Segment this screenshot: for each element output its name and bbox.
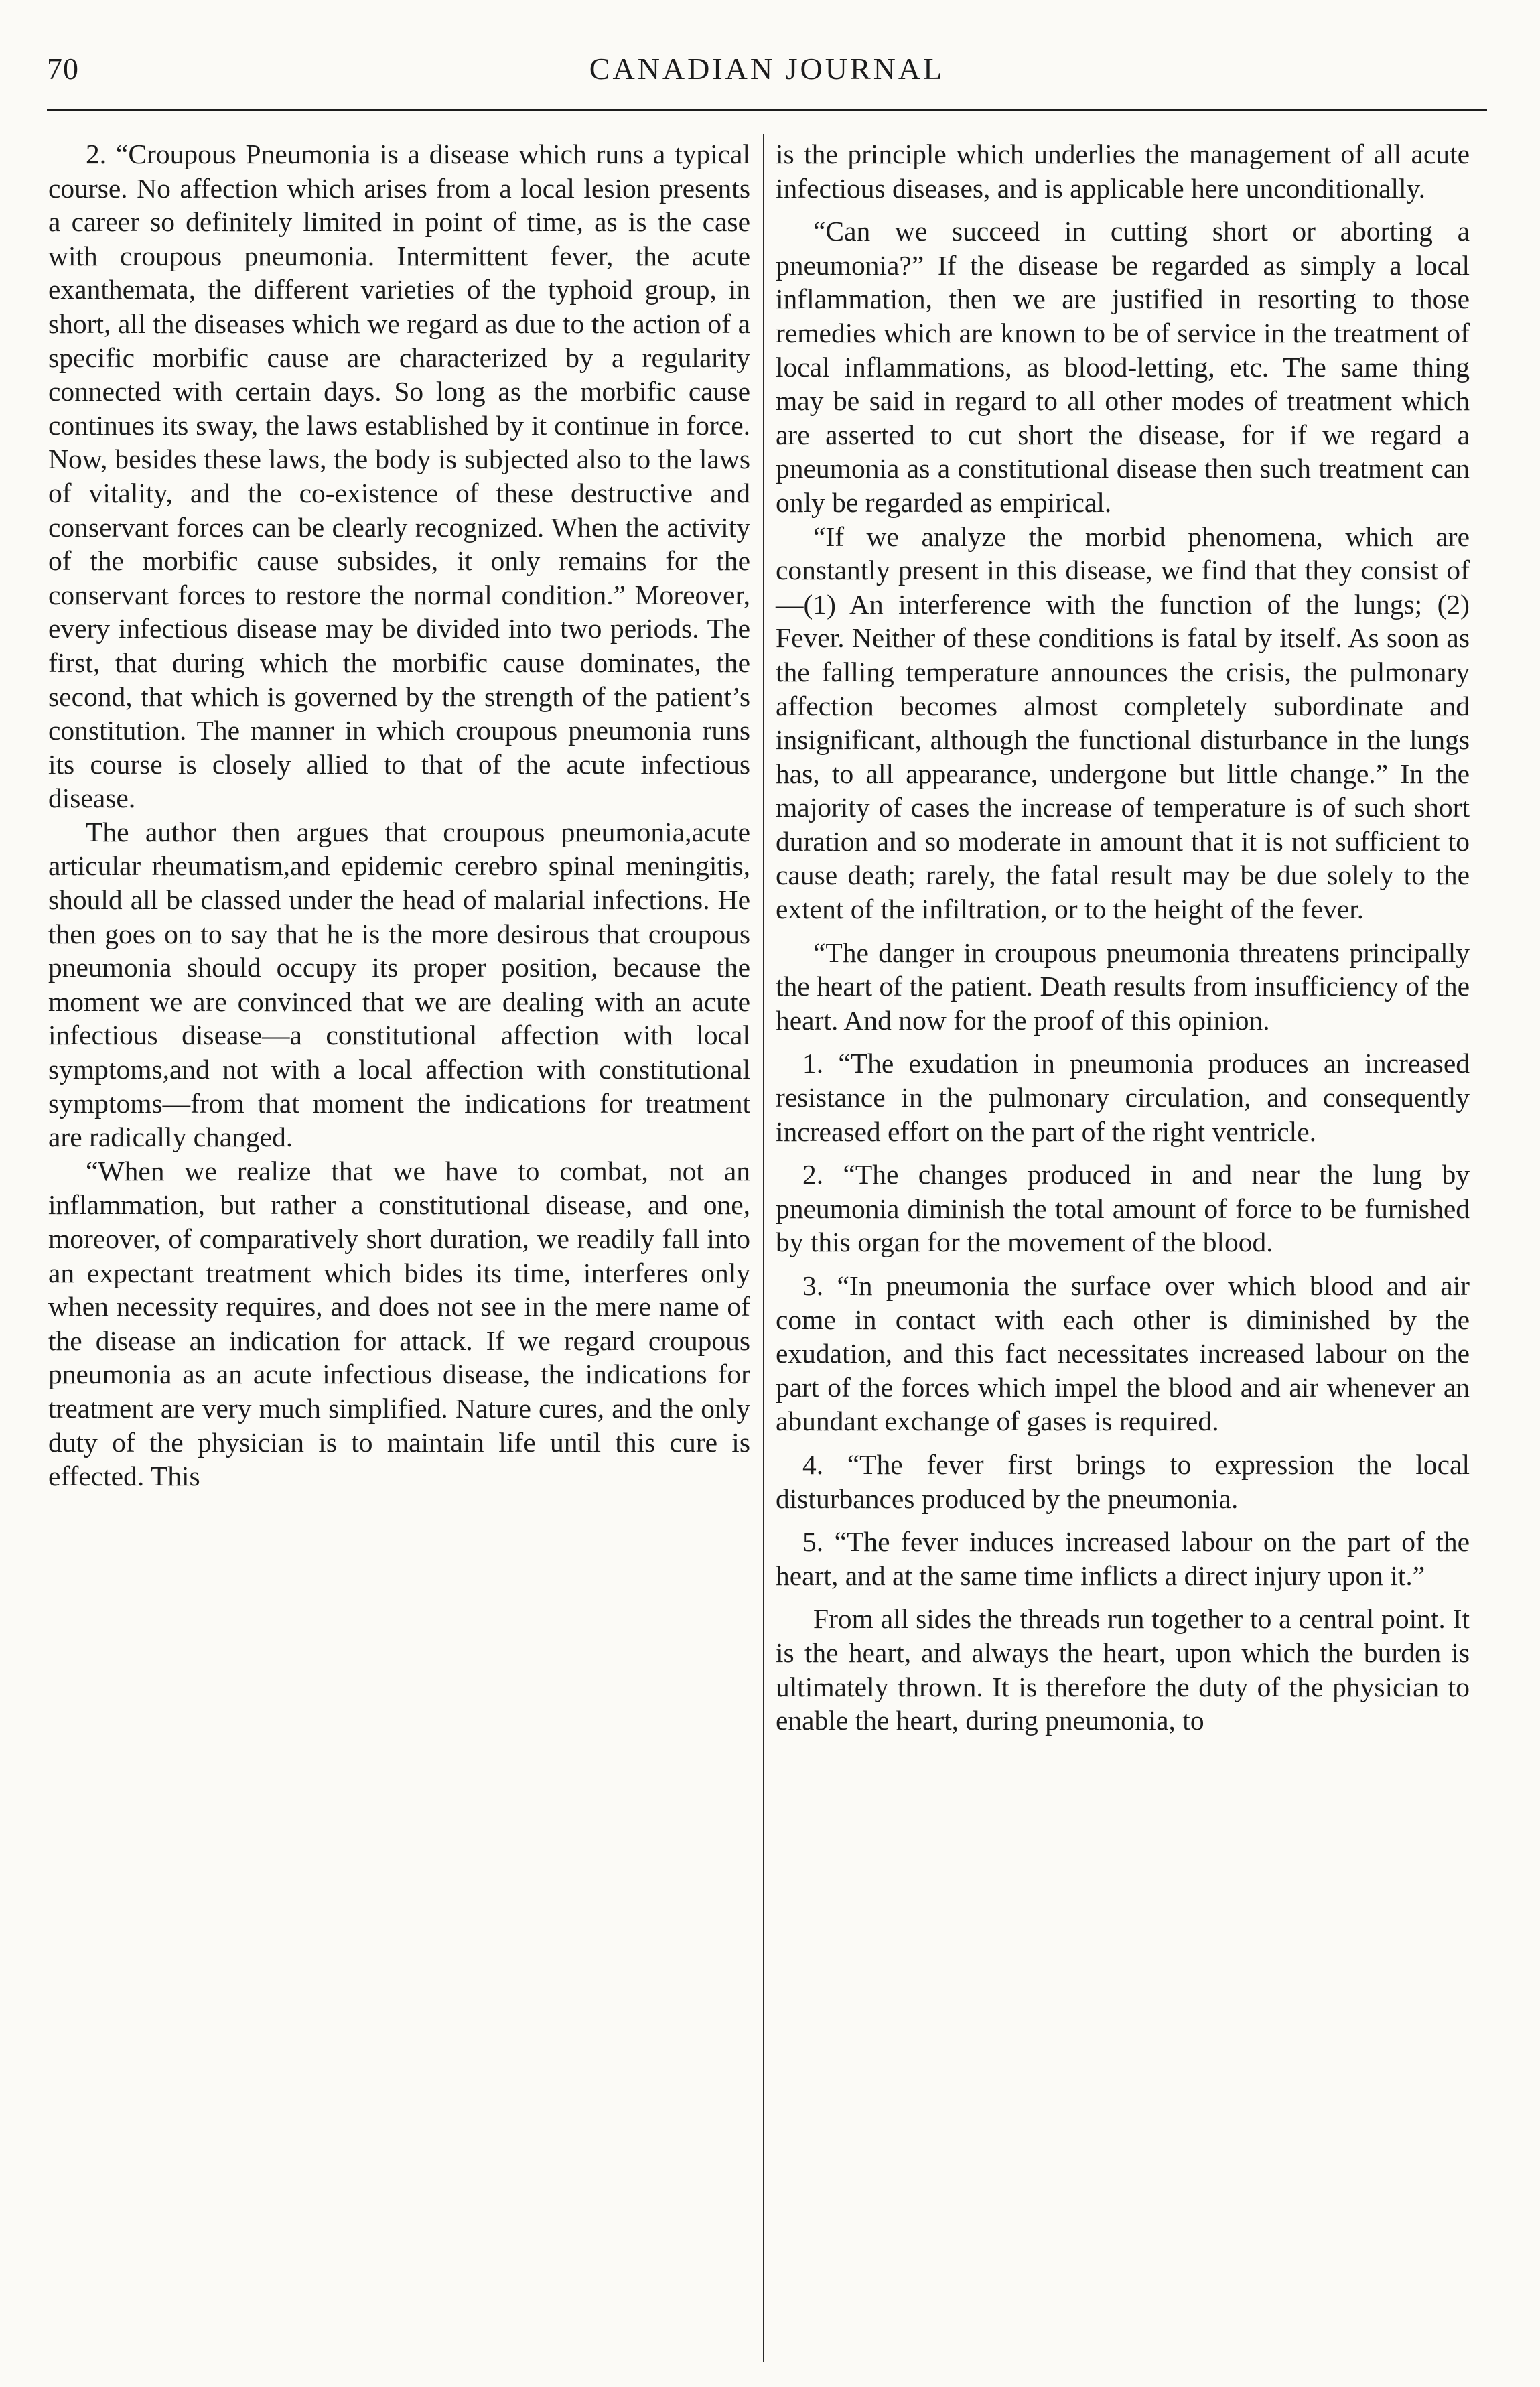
numbered-item: 1. “The exudation in pneumonia produces an increased resistance in the pulmonary circulation, and consequently increased effort on the part of the right ventricle. xyxy=(776,1048,1470,1147)
numbered-item: 5. “The fever induces increased labour on the part of the heart, and at the same time inflicts a direct injury upon it.” xyxy=(776,1526,1470,1591)
column-divider xyxy=(763,134,764,2362)
paragraph: The author then argues that croupous pneumonia,acute articular rheumatism,and epidemic cerebro spinal meningitis, should all be classed under the head of malarial infections. He then goes on to say that he is the more desirous that croupous pneumonia should occupy its proper position, because the moment we are convinced that we are dealing with an acute infectious disease—a constitutional affection with local symptoms,and not with a local affection with constitutional symptoms—from that moment the indications for treatment are radically changed. xyxy=(48,816,750,1153)
page-number: 70 xyxy=(47,52,79,86)
numbered-item: 3. “In pneumonia the surface over which blood and air come in contact with each other is diminished by the exudation, and this fact necessitates increased labour on the part of the forces which impel the blood and air whenever an abundant exchange of gases is required. xyxy=(776,1270,1470,1437)
paragraph: “The danger in croupous pneumonia threatens principally the heart of the patient. Death results from insufficiency of the heart. And now for the proof of this opinion. xyxy=(776,937,1470,1036)
page-header xyxy=(47,48,1487,102)
paragraph: “When we realize that we have to combat, not an inflammation, but rather a constitutional disease, and one, moreover, of comparatively short duration, we readily fall into an expectant treatment which bides its time, interferes only when necessity requires, and does not see in the mere name of the disease an indication for attack. If we regard croupous pneumonia as an acute infectious disease, the indications for treatment are very much simplified. Nature cures, and the only duty of the physician is to maintain life until this cure is effected. This xyxy=(48,1155,750,1492)
header-rule-thick xyxy=(47,109,1487,111)
left-column xyxy=(48,137,750,1493)
paragraph: 2. “Croupous Pneumonia is a disease which runs a typical course. No affection which arises from a local lesion presents a career so definitely limited in point of time, as is the case with croupous pneumonia. Intermittent fever, the acute exanthemata, the different varieties of the typhoid group, in short, all the diseases which we regard as due to the action of a specific morbific cause are characterized by a regularity connected with certain days. So long as the morbific cause continues its sway, the laws established by it continue in force. Now, besides these laws, the body is subjected also to the laws of vitality, and the co-existence of these destructive and conservant forces can be clearly recognized. When the activity of the morbific cause subsides, it only remains for the conservant forces to restore the normal condition.” Moreover, every infectious disease may be divided into two periods. The first, that during which the morbific cause dominates, the second, that which is governed by the strength of the patient’s constitution. The manner in which croupous pneumonia runs its course is closely allied to that of the acute infectious disease. xyxy=(48,139,750,814)
running-head-title: CANADIAN JOURNAL xyxy=(589,52,945,86)
paragraph: “Can we succeed in cutting short or aborting a pneumonia?” If the disease be regarded as simply a local inflammation, then we are justified in resorting to those remedies which are known to be of service in the treatment of local inflammations, as blood-letting, etc. The same thing may be said in regard to all other modes of treatment which are asserted to cut short the disease, for if we regard a pneumonia as a constitutional disease then such treatment can only be regarded as empirical. xyxy=(776,216,1470,518)
paragraph: is the principle which underlies the management of all acute infectious diseases, and is applicable here unconditionally. xyxy=(776,139,1470,204)
right-column xyxy=(776,137,1470,1738)
numbered-item: 4. “The fever first brings to expression the local disturbances produced by the pneumonia. xyxy=(776,1448,1470,1514)
numbered-item: 2. “The changes produced in and near the lung by pneumonia diminish the total amount of force to be furnished by this organ for the movement of the blood. xyxy=(776,1159,1470,1258)
paragraph: “If we analyze the morbid phenomena, which are constantly present in this disease, we find that they consist of—(1) An interference with the function of the lungs; (2) Fever. Neither of these conditions is fatal by itself. As soon as the falling temperature announces the crisis, the pulmonary affection becomes almost completely subordinate and insignificant, although the functional disturbance in the lungs has, to all appearance, undergone but little change.” In the majority of cases the increase of temperature is of such short duration and so moderate in amount that it is not sufficient to cause death; rarely, the fatal result may be due solely to the extent of the infiltration, or to the height of the fever. xyxy=(776,521,1470,925)
paragraph: From all sides the threads run together to a central point. It is the heart, and always the heart, upon which the burden is ultimately thrown. It is therefore the duty of the physician to enable the heart, during pneumonia, to xyxy=(776,1603,1470,1736)
